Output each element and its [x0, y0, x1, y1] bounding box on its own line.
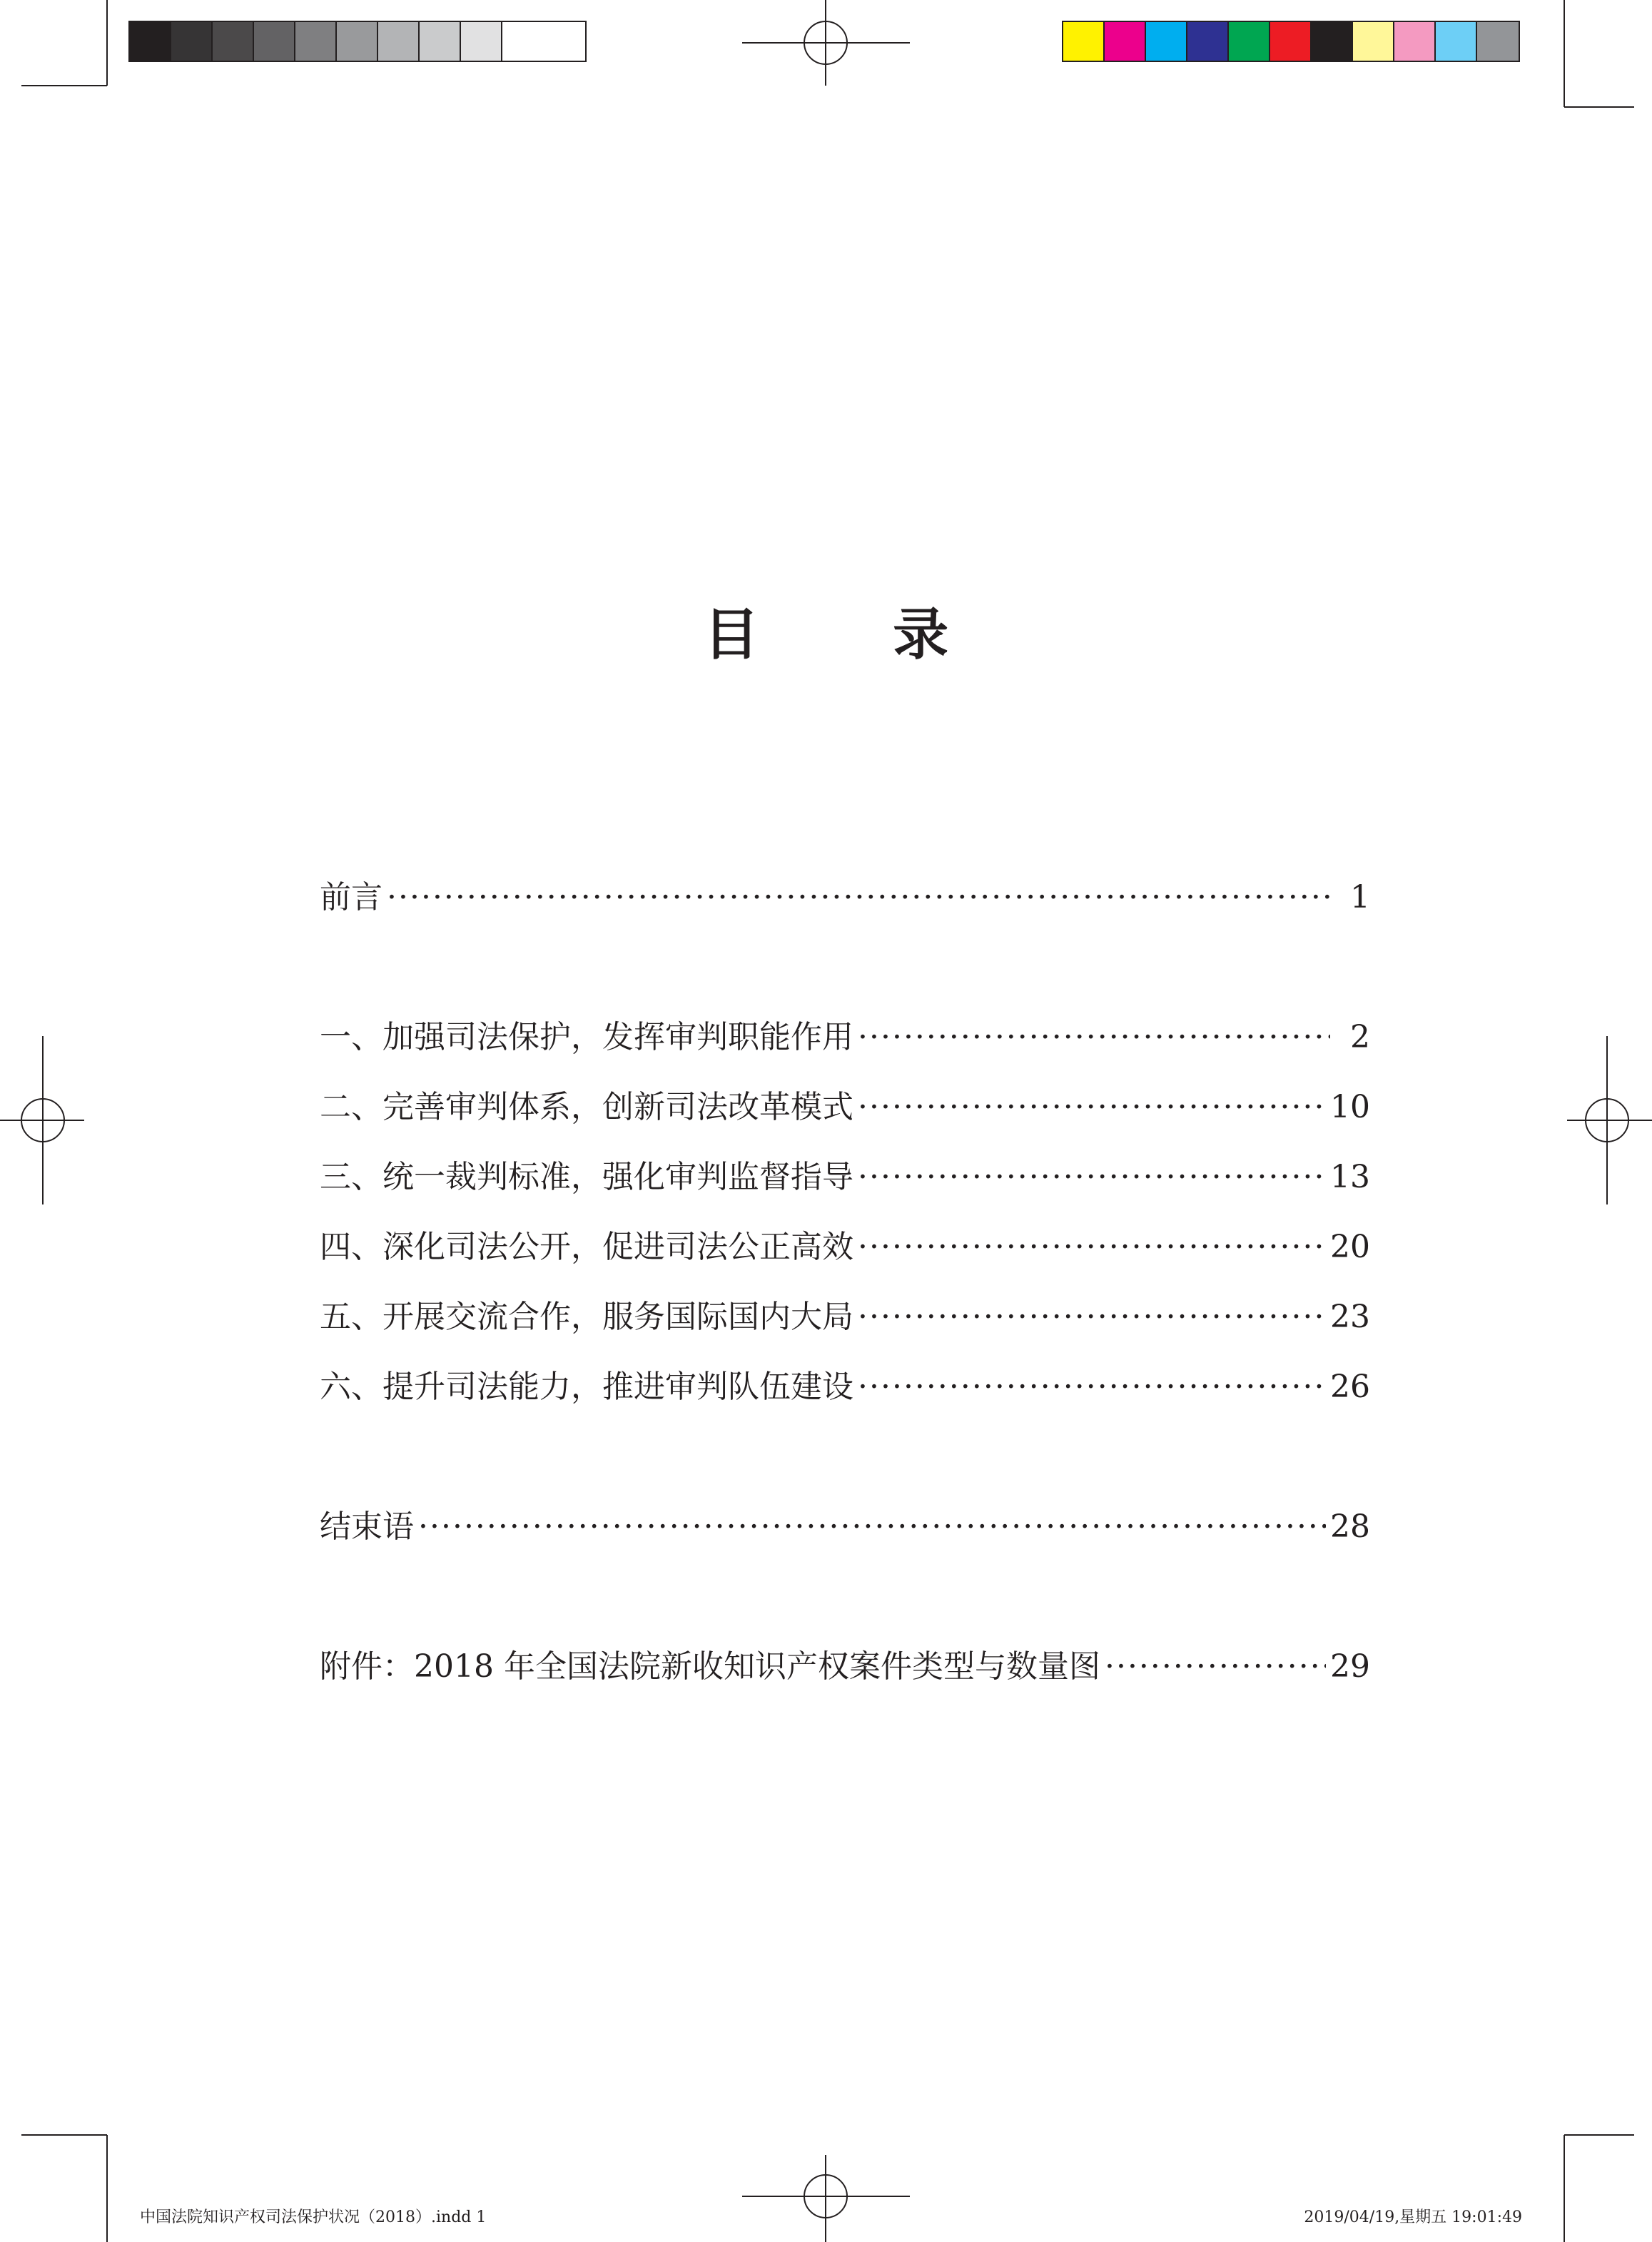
gray-density-strip — [128, 21, 587, 62]
color-swatch — [1477, 22, 1519, 61]
color-swatch — [1063, 22, 1105, 61]
registration-mark-right — [1567, 1036, 1652, 1204]
toc-entry-page: 29 — [1330, 1648, 1370, 1685]
toc-dot-leader — [858, 1367, 1326, 1407]
toc-dot-leader — [858, 1018, 1330, 1057]
toc-entry-page: 13 — [1330, 1159, 1370, 1195]
toc-dot-leader — [858, 1297, 1326, 1337]
toc-entry-section-4[interactable] — [320, 1227, 1370, 1267]
toc-dot-leader — [858, 1227, 1326, 1267]
toc-entry-section-5[interactable] — [320, 1297, 1370, 1337]
gray-swatch — [461, 22, 502, 61]
gray-swatch — [337, 22, 378, 61]
toc-entry-section-3[interactable] — [320, 1157, 1370, 1197]
color-swatch — [1270, 22, 1312, 61]
color-control-strip — [1062, 21, 1520, 62]
color-swatch — [1436, 22, 1477, 61]
gray-swatch — [130, 22, 171, 61]
toc-entry-page: 2 — [1350, 1019, 1370, 1055]
registration-mark-top — [742, 0, 910, 86]
toc-entry-section-1[interactable] — [320, 1018, 1370, 1057]
toc-entry-section-6[interactable] — [320, 1367, 1370, 1407]
toc-dot-leader — [418, 1507, 1326, 1547]
toc-entry-label: 五、开展交流合作，服务国际国内大局 — [320, 1299, 853, 1335]
toc-entry-section-2[interactable] — [320, 1087, 1370, 1127]
toc-entry-label: 一、加强司法保护，发挥审判职能作用 — [320, 1019, 853, 1055]
color-swatch — [1353, 22, 1394, 61]
toc-entry-label: 四、深化司法公开，促进司法公正高效 — [320, 1229, 853, 1265]
page-title: 目 录 — [703, 603, 1006, 667]
registration-mark-bottom — [742, 2155, 910, 2242]
toc-entry-label: 三、统一裁判标准，强化审判监督指导 — [320, 1159, 853, 1195]
toc-dot-leader — [858, 1157, 1326, 1197]
color-swatch — [1105, 22, 1146, 61]
slug-timestamp: 2019/04/19,星期五 19:01:49 — [1304, 2208, 1522, 2226]
table-of-contents — [320, 878, 1370, 1717]
color-swatch — [1229, 22, 1270, 61]
toc-entry-page: 26 — [1330, 1369, 1370, 1405]
toc-entry-page: 20 — [1330, 1229, 1370, 1265]
toc-entry-label: 六、提升司法能力，推进审判队伍建设 — [320, 1369, 853, 1405]
toc-entry-page: 28 — [1330, 1508, 1370, 1545]
toc-entry-page: 10 — [1330, 1089, 1370, 1125]
toc-entry-label: 前言 — [320, 879, 382, 915]
gray-swatch — [171, 22, 213, 61]
toc-entry-preface[interactable] — [320, 878, 1370, 918]
gray-swatch — [420, 22, 461, 61]
color-swatch — [1312, 22, 1353, 61]
gray-swatch — [254, 22, 295, 61]
gray-swatch — [295, 22, 337, 61]
toc-entry-page: 23 — [1330, 1299, 1370, 1335]
color-swatch — [1187, 22, 1229, 61]
toc-dot-leader — [858, 1087, 1326, 1127]
toc-dot-leader — [387, 878, 1330, 918]
toc-entry-label: 结束语 — [320, 1508, 414, 1545]
gray-swatch — [378, 22, 420, 61]
color-swatch — [1146, 22, 1187, 61]
toc-dot-leader — [1105, 1647, 1326, 1687]
registration-mark-left — [0, 1036, 84, 1204]
toc-entry-appendix[interactable] — [320, 1647, 1370, 1687]
color-swatch — [1394, 22, 1436, 61]
toc-entry-page: 1 — [1350, 879, 1370, 915]
gray-swatch — [502, 22, 544, 61]
toc-entry-label: 二、完善审判体系，创新司法改革模式 — [320, 1089, 853, 1125]
toc-entry-conclusion[interactable] — [320, 1507, 1370, 1547]
slug-filename: 中国法院知识产权司法保护状况（2018）.indd 1 — [140, 2208, 487, 2226]
toc-entry-label: 附件：2018 年全国法院新收知识产权案件类型与数量图 — [320, 1648, 1100, 1685]
gray-swatch — [213, 22, 254, 61]
